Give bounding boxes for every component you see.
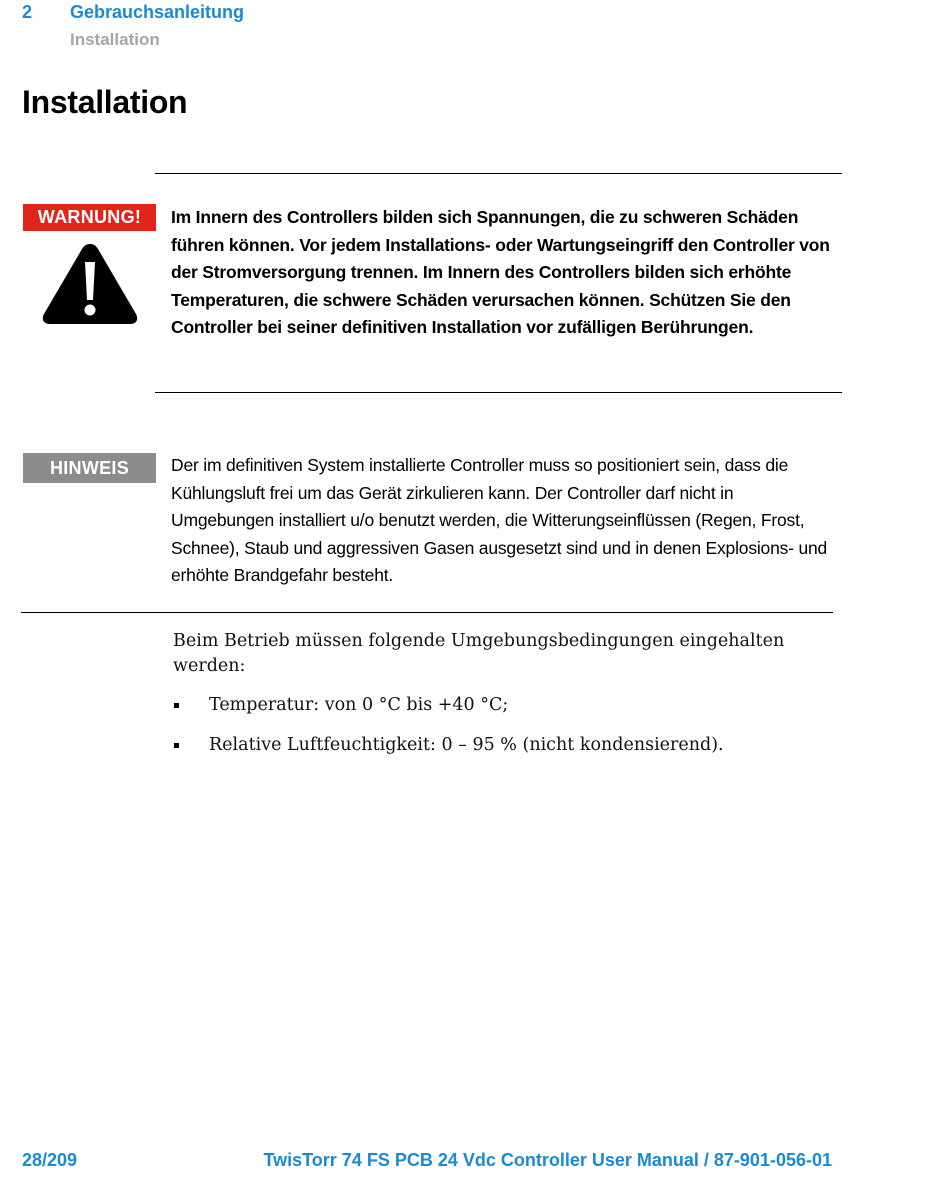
page-number: 28/209 bbox=[22, 1150, 78, 1170]
chapter-title: Gebrauchsanleitung bbox=[70, 2, 245, 22]
list-item-text: Relative Luftfeuchtigkeit: 0 – 95 % (nicht kondensierend). bbox=[209, 735, 724, 755]
conditions-list bbox=[173, 693, 833, 773]
chapter-number: 2 bbox=[22, 2, 33, 22]
warning-text: Im Innern des Controllers bilden sich Spannungen, die zu schweren Schäden führen können. Vor jedem Installations- oder Wartungseingriff den Controller von der Stromversorgung trennen. Im Innern des Controllers bilden sich erhöhte Temperaturen, die schwere Schäden verursachen können. Schützen Sie den Controller bei seiner definitiven Installation vor zufälligen Berührungen. bbox=[171, 207, 830, 337]
note-bottom-divider bbox=[21, 612, 833, 613]
note-text: Der im definitiven System installierte Controller muss so positioniert sein, dass die Kühlungsluft frei um das Gerät zirkulieren kann. Der Controller darf nicht in Umgebungen installiert u/o benutzt werden, die Witterungseinflüssen (Regen, Frost, Schnee), Staub und aggressiven Gasen ausgesetzt sind und in denen Explosions- und erhöhte Brandgefahr besteht. bbox=[171, 455, 828, 585]
note-badge: HINWEIS bbox=[23, 453, 156, 483]
page-title: Installation bbox=[22, 84, 188, 120]
body-intro: Beim Betrieb müssen folgende Umgebungsbedingungen eingehalten werden: bbox=[173, 631, 785, 676]
warning-triangle-icon bbox=[40, 240, 140, 326]
warning-badge: WARNUNG! bbox=[23, 204, 156, 231]
document-title: TwisTorr 74 FS PCB 24 Vdc Controller User Manual / 87-901-056-01 bbox=[263, 1150, 832, 1170]
list-item-text: Temperatur: von 0 °C bis +40 °C; bbox=[209, 695, 509, 715]
bullet-icon bbox=[174, 703, 179, 708]
bullet-icon bbox=[174, 743, 179, 748]
list-item bbox=[173, 733, 833, 773]
warning-top-divider bbox=[155, 173, 842, 174]
section-breadcrumb: Installation bbox=[70, 30, 160, 49]
warning-bottom-divider bbox=[155, 392, 842, 393]
list-item bbox=[173, 693, 833, 733]
